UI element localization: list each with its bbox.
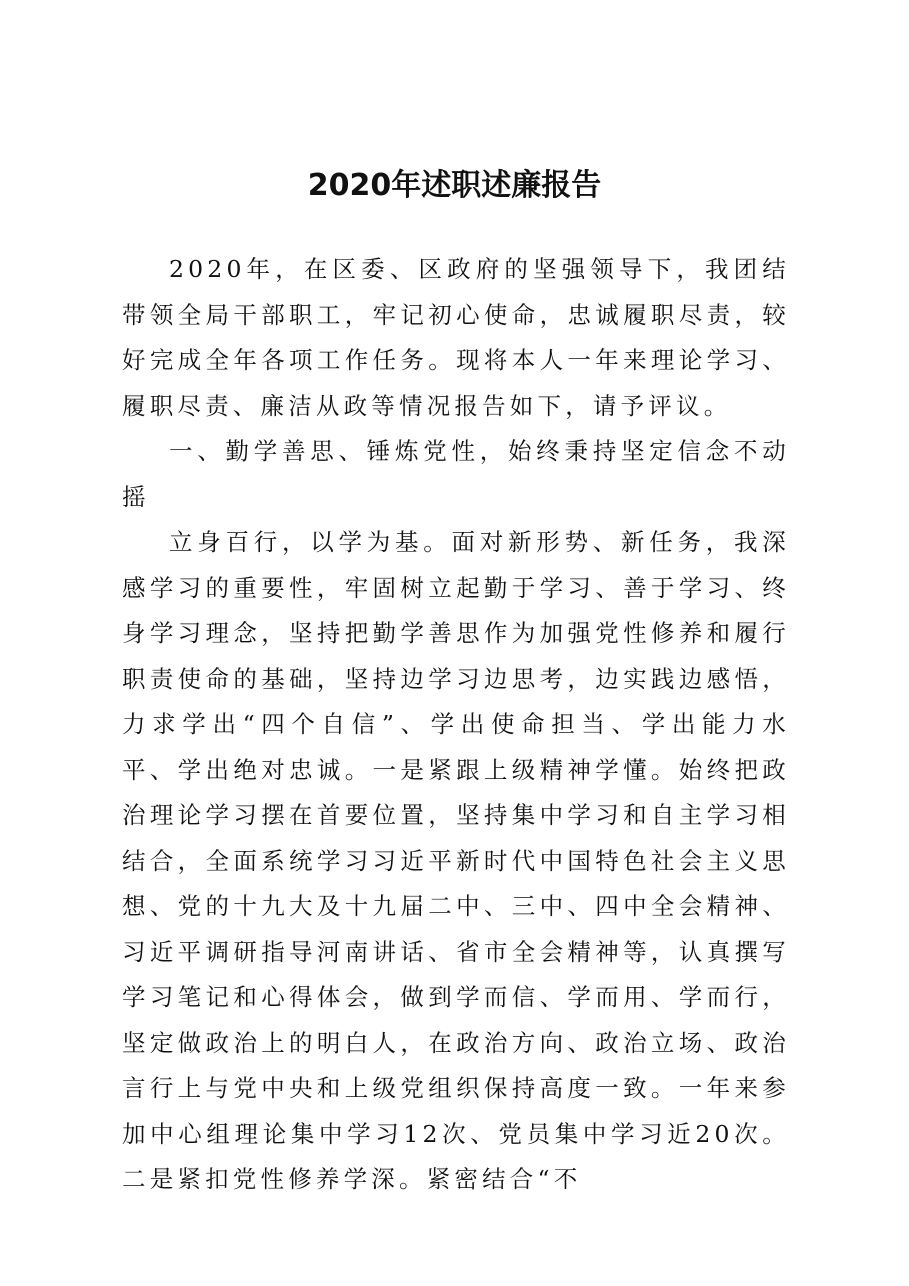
intro-paragraph: 2020年，在区委、区政府的坚强领导下，我团结带领全局干部职工，牢记初心使命，忠诚履职尽责，较好完成全年各项工作任务。现将本人一年来理论学习、履职尽责、廉洁从政等情况报告如下，请予评议。 [122,255,790,420]
document-title: 2020年述职述廉报告 [307,168,602,203]
body-paragraph: 立身百行，以学为基。面对新形势、新任务，我深感学习的重要性，牢固树立起勤于学习、善于学习、终身学习理念，坚持把勤学善思作为加强党性修养和履行职责使命的基础，坚持边学习边思考，边实践边感悟，力求学出“四个自信”、学出使命担当、学出能力水平、学出绝对忠诚。一是紧跟上级精神学懂。始终把政治理论学习摆在首要位置，坚持集中学习和自主学习相结合，全面系统学习习近平新时代中国特色社会主义思想、党的十九大及十九届二中、三中、四中全会精神、习近平调研指导河南讲话、省市全会精神等，认真撰写学习笔记和心得体会，做到学而信、学而用、学而行，坚定做政治上的明白人，在政治方向、政治立场、政治言行上与党中央和上级党组织保持高度一致。一年来参加中心组理论集中学习12次、党员集中学习近20次。二是紧扣党性修养学深。紧密结合“不 [122,528,790,1193]
document-body [122,247,790,1203]
section-heading-1: 一、勤学善思、锤炼党性，始终秉持坚定信念不动摇 [122,437,790,511]
